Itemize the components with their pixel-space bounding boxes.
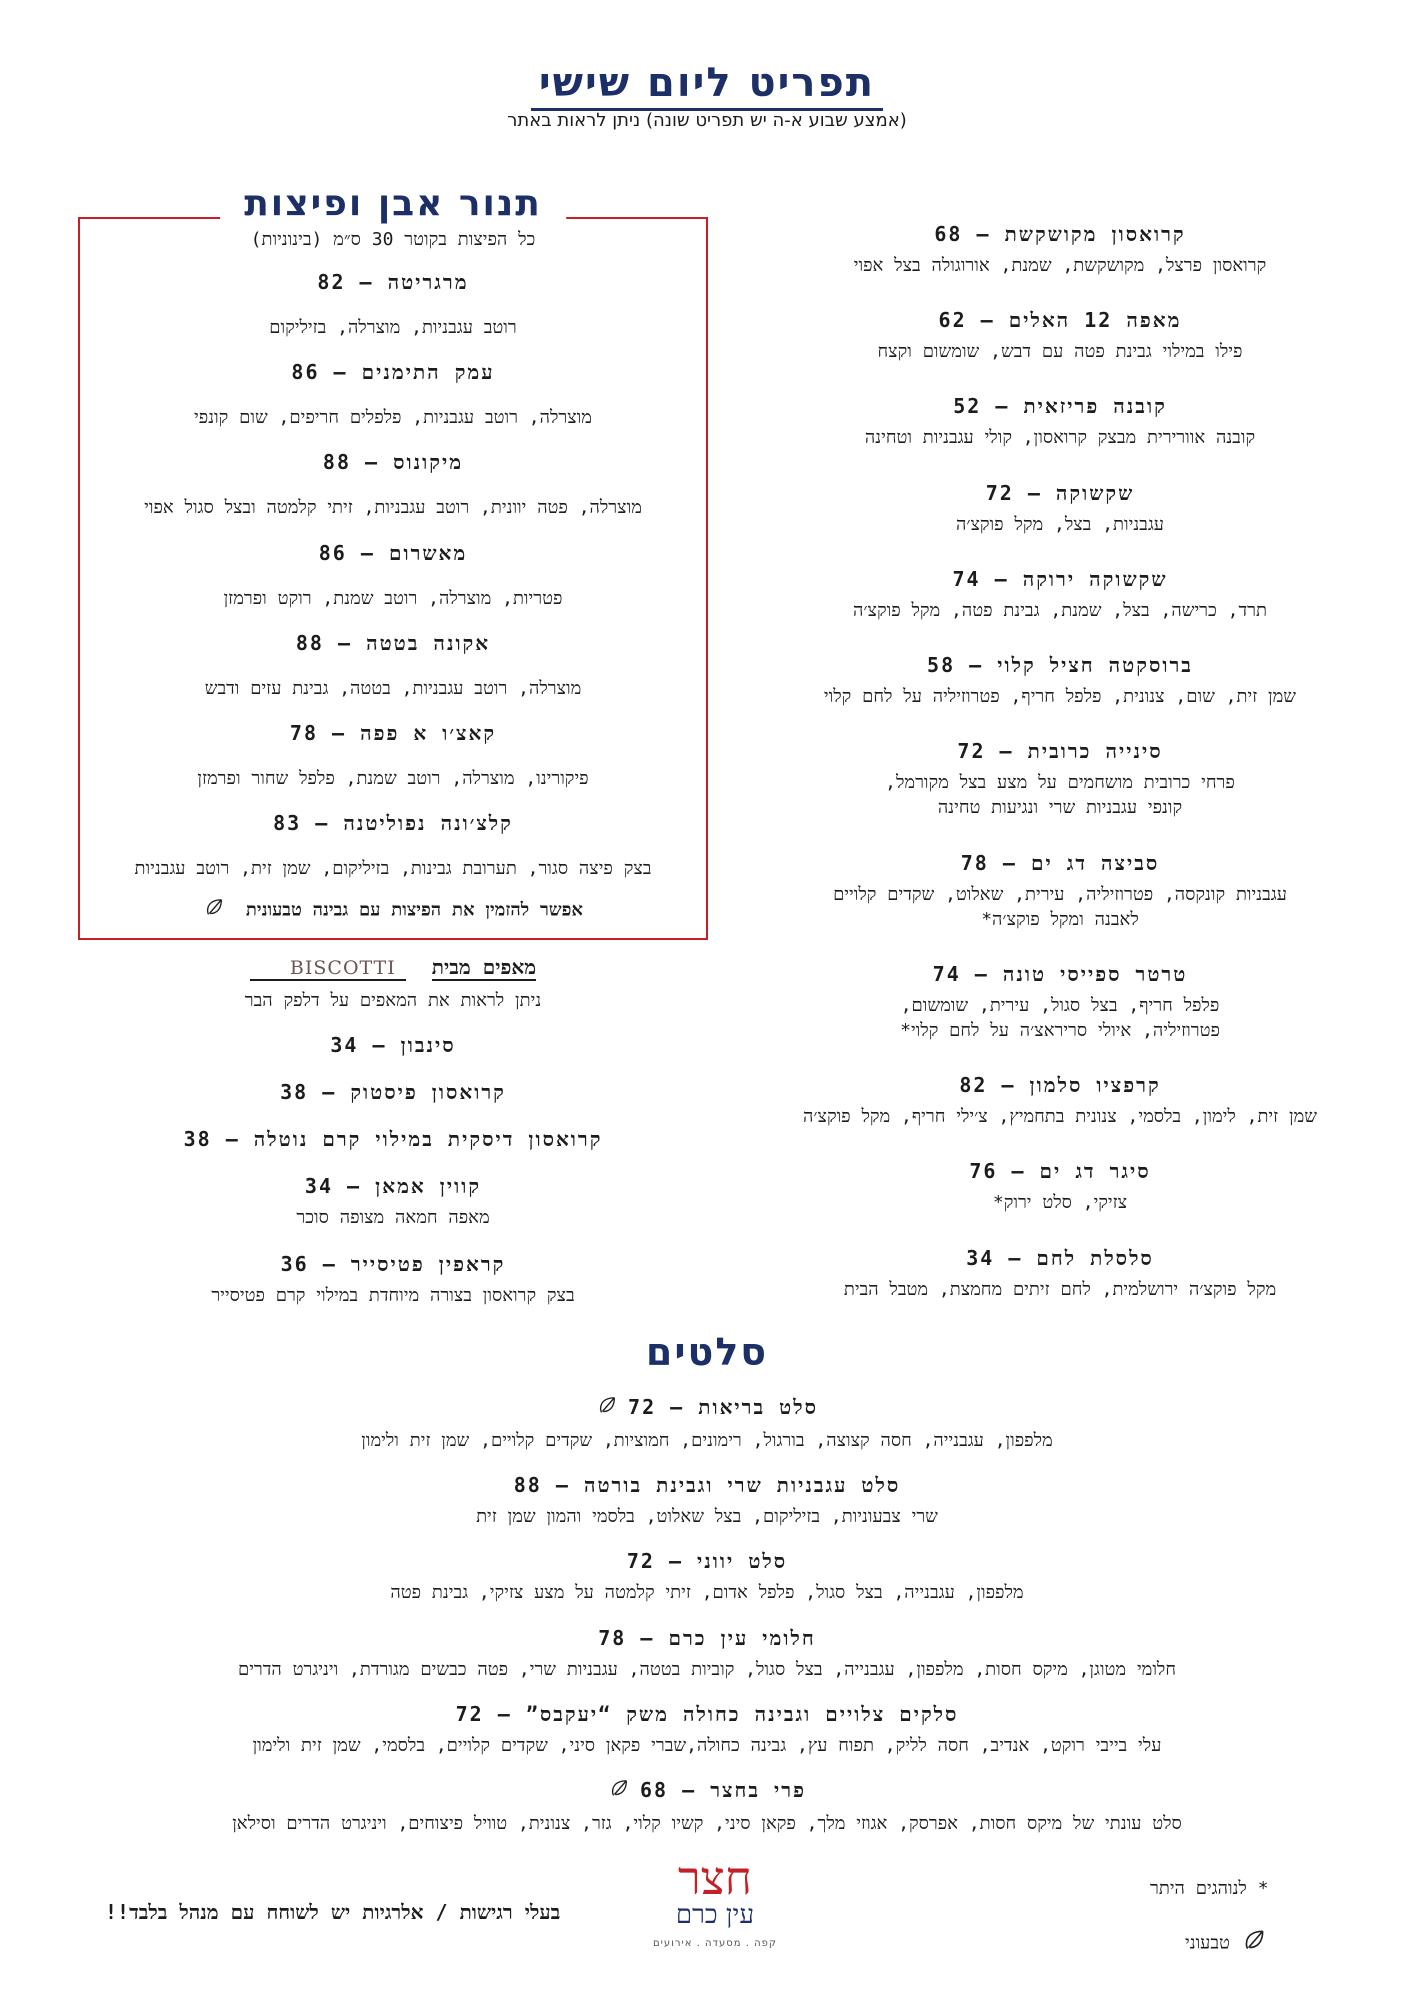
pizza-size-note: כל הפיצות בקוטר 30 ס״מ (בינוניות) [250, 229, 536, 250]
breakfast-item [760, 962, 1360, 1043]
breakfast-column [760, 222, 1360, 1332]
item-name: קרואסון מקושקשת – 68 [934, 222, 1186, 246]
item-description: פילו במילוי גבינת פטה עם דבש, שומשום וקצח [877, 341, 1243, 363]
bakery-item [78, 1080, 708, 1105]
item-description: מאפה חמאה מצופה סוכר [296, 1207, 490, 1228]
item-description: שמן זית, שום, צנונית, פלפל חריף, פטרוזיליה על לחם קלוי [823, 685, 1297, 707]
item-description: מוצרלה, פטה יוונית, רוטב עגבניות, זיתי קלמטה ובצל סגול אפוי [144, 497, 642, 519]
item-name: חלומי עין כרם – 78 [598, 1625, 816, 1650]
item-name: אקונה בטטה – 88 [295, 630, 491, 655]
item-name: סינבון – 34 [330, 1033, 456, 1057]
item-name: סלט עגבניות שרי וגבינת בורטה – 88 [513, 1473, 901, 1498]
bakery-item [78, 1033, 708, 1058]
leaf-icon [1241, 1928, 1267, 1959]
breakfast-item [760, 1246, 1360, 1302]
item-description: רוטב עגבניות, מוצרלה, בזיליקום [269, 317, 517, 338]
pizza-item [80, 541, 706, 611]
item-name: מיקונוס – 88 [322, 450, 464, 475]
pizza-item [80, 450, 706, 520]
salad-item [0, 1549, 1414, 1605]
pizza-item [80, 721, 706, 791]
item-name: קרפציו סלמון – 82 [959, 1073, 1161, 1098]
item-name: קובנה פריזאית – 52 [953, 394, 1167, 419]
item-name: מרגריטה – 82 [317, 270, 469, 294]
breakfast-item [760, 1073, 1360, 1129]
breakfast-item [760, 308, 1360, 364]
legend-vegan: טבעוני [1185, 1928, 1277, 1959]
item-name: קווין אמאן – 34 [304, 1174, 482, 1198]
item-name: קלצ׳ונה נפוליטנה – 83 [273, 811, 513, 836]
item-name: מאפה 12 האלים – 62 [938, 308, 1182, 333]
item-description: מוצרלה, רוטב עגבניות, פלפלים חריפים, שום קונפי [194, 407, 592, 429]
breakfast-item [760, 394, 1360, 450]
pizza-item [80, 270, 706, 340]
item-description: בצק קרואסון בצורה מיוחדת במילוי קרם פטיסייר [211, 1285, 575, 1307]
pizza-item [80, 360, 706, 430]
item-description: קרואסון פרצל, מקושקשת, שמנת, אורוגולה בצל אפוי [853, 255, 1267, 276]
item-name: מאשרום – 86 [318, 540, 468, 565]
item-description: מלפפון, עגבנייה, בצל סגול, פלפל אדום, זיתי קלמטה על מצע צזיקי, גבינת פטה [390, 1582, 1024, 1604]
item-description: מוצרלה, רוטב עגבניות, בטטה, גבינת עזים ודבש [204, 677, 582, 699]
item-description: תרד, כרישה, בצל, שמנת, גבינת פטה, מקל פוקצ׳ה [853, 599, 1267, 621]
item-description: מקל פוקצ׳ה ירושלמית, לחם זיתים מחמצת, מטבל הבית [843, 1278, 1277, 1300]
item-description: עלי בייבי רוקט, אנדיב, חסה לליק, תפוח עץ, גבינה כחולה,שברי פקאן סיני, שקדים קלויים, בלסמי, שמן זית ולימון [252, 1734, 1162, 1756]
salads-section [0, 1395, 1414, 1856]
item-name: סלט יווני – 72 [626, 1549, 788, 1574]
item-name: סלקים צלויים וגבינה כחולה משק “יעקבס” – 72 [455, 1701, 959, 1726]
pizza-section-title: תנור אבן ופיצות [220, 183, 566, 224]
item-name: פרי בחצר – 68 [0, 1778, 1414, 1805]
item-name: טרטר ספייסי טונה – 74 [932, 961, 1188, 986]
menu-title: תפריט ליום שישי [0, 60, 1414, 106]
leaf-icon [203, 897, 225, 924]
breakfast-item [760, 1159, 1360, 1215]
bakery-section [78, 955, 708, 1330]
salad-item [0, 1626, 1414, 1682]
bakery-item [78, 1252, 708, 1308]
pizza-item [80, 811, 706, 881]
vegan-pizza-note: אפשר להזמין את הפיצות עם גבינה טבעונית [80, 897, 706, 924]
item-description: חלומי מטוגן, מיקס חסות, מלפפון, עגבנייה, בצל סגול, קוביות בטטה, עגבניות שרי, פטה כבשים מגורדת, ויניגרט הדרים [237, 1658, 1177, 1680]
item-description: קובנה אוורירית מבצק קרואסון, קולי עגבניות וטחינה [864, 427, 1256, 449]
item-description: שרי צבעוניות, בזיליקום, בצל שאלוט, בלסמי והמון שמן זית [476, 1506, 938, 1528]
allergy-note: בעלי רגישות / אלרגיות יש לשוחח עם מנהל בלבד!! [105, 1900, 561, 1924]
item-name: קרואסון דיסקית במילוי קרם נוטלה – 38 [183, 1127, 603, 1151]
breakfast-item [760, 481, 1360, 537]
item-name: סיגר דג ים – 76 [969, 1159, 1151, 1184]
item-description: פטריות, מוצרלה, רוטב שמנת, רוקט ופרמזן [223, 587, 563, 609]
bakery-subtitle: ניתן לראות את המאפים על דלפק הבר [244, 990, 542, 1011]
biscotti-brand: BISCOTTI [250, 957, 406, 981]
salad-item [0, 1702, 1414, 1758]
menu-subtitle: (אמצע שבוע א-ה יש תפריט שונה) ניתן לראות באתר [507, 110, 907, 131]
item-description: סלט עונתי של מיקס חסות, אפרסק, אגוזי מלך, פקאן סיני, קשיו קלוי, גזר, צנונית, טוויל פיצוחים, ויניגרט הדרים וסילאן [232, 1812, 1182, 1834]
salad-item [0, 1473, 1414, 1529]
item-name: ברוסקטה חציל קלוי – 58 [927, 652, 1193, 677]
item-description: שמן זית, לימון, בלסמי, צנונית בתחמיץ, צ׳ילי חריף, מקל פוקצ׳ה [803, 1106, 1317, 1128]
item-name: סינייה כרובית – 72 [957, 739, 1163, 764]
item-description: פלפל חריף, בצל סגול, עירית, שומשום, פטרוזיליה, איולי סריראצ׳ה על לחם קלוי* [900, 994, 1220, 1042]
breakfast-item [760, 653, 1360, 709]
item-name: קאצ׳ו א פפה – 78 [289, 720, 497, 745]
item-name: שקשוקה ירוקה – 74 [952, 566, 1168, 591]
salad-item [0, 1395, 1414, 1453]
item-name: עמק התימנים – 86 [291, 360, 495, 385]
salad-item [0, 1778, 1414, 1836]
bakery-title: מאפים מבית BISCOTTI [78, 955, 708, 980]
item-description: עגבניות קונקסה, פטרוזיליה, עירית, שאלוט, שקדים קלויים לאבנה ומקל פוקצ׳ה* [833, 883, 1287, 930]
item-description: מלפפון, עגבנייה, חסה קצוצה, בורגול, רימונים, חמוציות, שקדים קלויים, שמן זית ולימון [361, 1430, 1053, 1451]
item-description: צזיקי, סלט ירוק* [992, 1192, 1128, 1214]
legend-star: * לנוהגים היתר [1150, 1878, 1269, 1899]
pizza-item [80, 631, 706, 701]
bakery-item [78, 1127, 708, 1152]
item-name: סלסלת לחם – 34 [966, 1245, 1154, 1270]
item-description: עגבניות, בצל, מקל פוקצ׳ה [955, 513, 1164, 535]
restaurant-logo: חצר עין כרם קפה . מסעדה . אירועים [653, 1851, 777, 1949]
item-name: קראפין פטיסייר – 36 [280, 1252, 506, 1277]
item-name: שקשוקה – 72 [985, 480, 1135, 505]
item-name: סביצה דג ים – 78 [960, 850, 1160, 875]
item-name: קרואסון פיסטוק – 38 [280, 1080, 506, 1104]
item-description: פיקורינו, מוצרלה, רוטב שמנת, פלפל שחור ופרמזן [197, 767, 589, 789]
bakery-item [78, 1174, 708, 1230]
salads-title: סלטים [645, 1330, 769, 1374]
breakfast-item [760, 567, 1360, 623]
breakfast-item [760, 739, 1360, 820]
leaf-icon [608, 1778, 630, 1805]
breakfast-item [760, 851, 1360, 932]
breakfast-item [760, 222, 1360, 278]
leaf-icon [596, 1395, 618, 1422]
item-description: פרחי כרובית מושחמים על מצע בצל מקורמל, קונפי עגבניות שרי ונגיעות טחינה [885, 772, 1235, 819]
item-name: סלט בריאות – 72 [0, 1395, 1414, 1422]
item-description: בצק פיצה סגור, תערובת גבינות, בזיליקום, שמן זית, רוטב עגבניות [134, 858, 652, 880]
pizza-section [78, 183, 708, 940]
